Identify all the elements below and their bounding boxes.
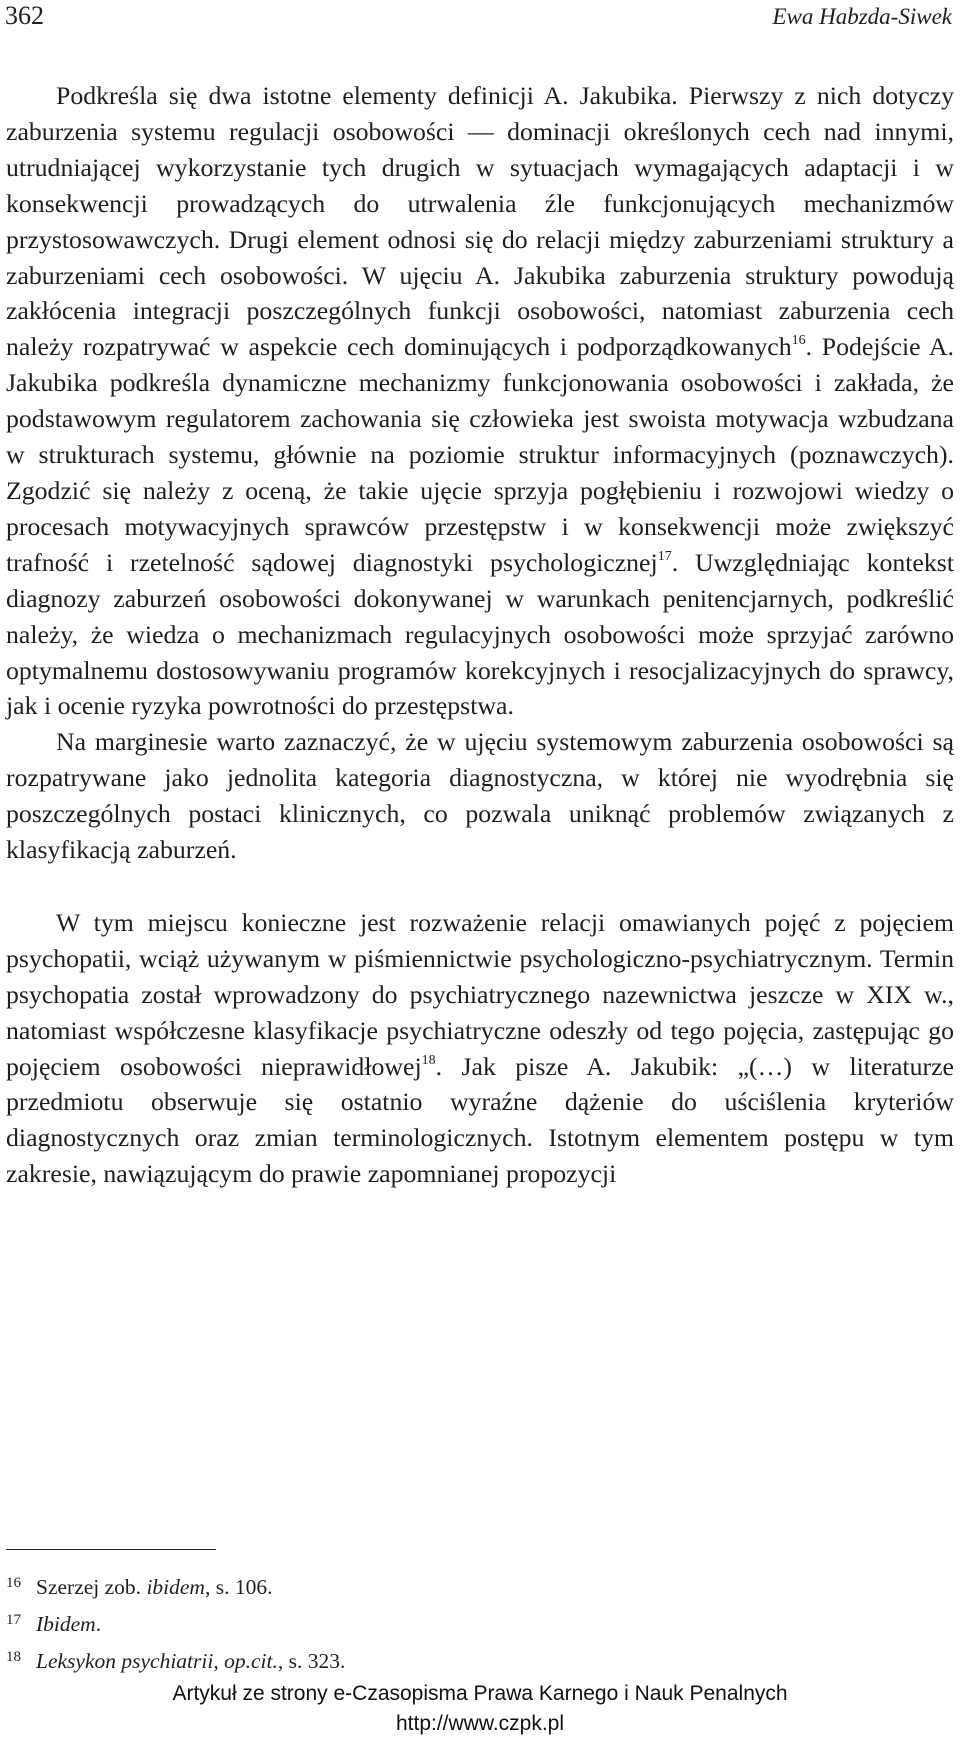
paragraph-text: . Podejście A. Jakubika podkreśla dynamiczne mechanizmy funkcjonowania osobowości i zakłada, że podstawowym regulatorem zachowania się człowieka jest swoista motywacja wzbudzana w strukturach systemu, głównie na poziomie struktur informacyjnych (poznawczych). Zgodzić się należy z oceną, że takie ujęcie sprzyja pogłębieniu i rozwojowi wiedzy o procesach motywacyjnych sprawców przestępstw i w konsekwencji może zwiększyć trafność i rzetelność sądowej diagnostyki psychologicznej: [6, 332, 954, 577]
footnote-text: Ibidem.: [36, 1612, 102, 1636]
paragraph: [6, 78, 954, 724]
footnote-text: Szerzej zob. ibidem, s. 106.: [36, 1575, 273, 1599]
footer-link[interactable]: http://www.czpk.pl: [395, 1712, 565, 1735]
main-text: [6, 78, 954, 1192]
paragraph-text: . Jak pisze A. Jakubik: „(…) w literaturze przedmiotu obserwuje się ostatnio wyraźne dążenie do uściślenia kryteriów diagnostycznych oraz zmian terminologicznych. Istotnym elementem postępu w tym zakresie, nawiązującym do prawie zapomnianej propozycji: [6, 1051, 954, 1189]
footnote-separator: [6, 1549, 216, 1550]
footnote: [6, 1567, 345, 1604]
footer-source-text: Artykuł ze strony e-Czasopisma Prawa Karnego i Nauk Penalnych: [172, 1682, 788, 1705]
running-head-author: Ewa Habzda-Siwek: [772, 4, 952, 29]
footnote: [6, 1641, 345, 1678]
footnote-number: 17: [6, 1612, 21, 1628]
page-footer: [0, 1679, 960, 1739]
footnote-ref[interactable]: 16: [791, 333, 806, 349]
footnotes: [6, 1567, 345, 1678]
footnote: [6, 1604, 345, 1641]
paragraph: [6, 724, 954, 868]
footnote-ref[interactable]: 18: [421, 1052, 436, 1068]
paragraph-text: Na marginesie warto zaznaczyć, że w ujęciu systemowym zaburzenia osobowości są rozpatrywane jako jednolita kategoria diagnostyczna, w której nie wyodrębnia się poszczególnych postaci klinicznych, co pozwala uniknąć problemów związanych z klasyfikacją zaburzeń.: [6, 727, 954, 865]
footnote-number: 18: [6, 1649, 21, 1665]
paragraph-text: W tym miejscu konieczne jest rozważenie relacji omawianych pojęć z pojęciem psychopatii, wciąż używanym w piśmiennictwie psychologiczno-psychiatrycznym. Termin psychopatia został wprowadzony do psychiatrycznego nazewnictwa jeszcze w XIX w., natomiast współczesne klasyfikacje psychiatryczne odeszły od tego pojęcia, zastępując go pojęciem osobowości nieprawidłowej: [6, 907, 954, 1081]
footnote-ref[interactable]: 17: [657, 548, 672, 564]
footnote-text: Leksykon psychiatrii, op.cit., s. 323.: [36, 1649, 346, 1673]
footnote-number: 16: [6, 1575, 21, 1591]
page-number: 362: [5, 1, 44, 30]
paragraph-text: Podkreśla się dwa istotne elementy definicji A. Jakubika. Pierwszy z nich dotyczy zaburzenia systemu regulacji osobowości — dominacji określonych cech nad innymi, utrudniającej wykorzystanie tych drugich w sytuacjach wymagających adaptacji i w konsekwencji prowadzących do utrwalenia źle funkcjonujących mechanizmów przystosowawczych. Drugi element odnosi się do relacji między zaburzeniami struktury a zaburzeniami cech osobowości. W ujęciu A. Jakubika zaburzenia struktury powodują zakłócenia integracji poszczególnych funkcji osobowości, natomiast zaburzenia cech należy rozpatrywać w aspekcie cech dominujących i podporządkowanych: [6, 81, 954, 362]
paragraph-text: . Uwzględniając kontekst diagnozy zaburzeń osobowości dokonywanej w warunkach penitencjarnych, podkreślić należy, że wiedza o mechanizmach regulacyjnych osobowości może sprzyjać zarówno optymalnemu dostosowywaniu programów korekcyjnych i resocjalizacyjnych do sprawcy, jak i ocenie ryzyka powrotności do przestępstwa.: [6, 547, 954, 721]
paragraph: [6, 905, 954, 1192]
